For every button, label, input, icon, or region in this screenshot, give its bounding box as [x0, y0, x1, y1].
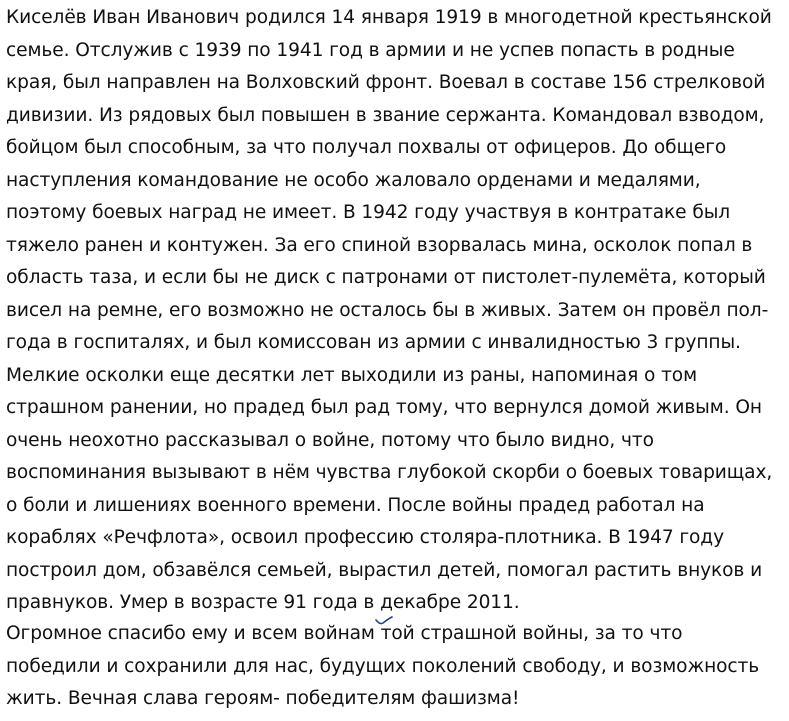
text-line: года в госпиталях, и был комиссован из армии с инвалидностью 3 группы. — [6, 332, 741, 353]
text-line: бойцом был способным, за что получал похвалы от офицеров. До общего — [6, 137, 727, 158]
biography-paragraph — [6, 2, 786, 620]
text-line: воспоминания вызывают в нём чувства глубокой скорби о боевых товарищах, — [6, 462, 773, 483]
text-line: кораблях «Речфлота», освоил профессию столяра-плотника. В 1947 году — [6, 527, 724, 548]
text-line: Киселёв Иван Иванович родился 14 января 1919 в многодетной крестьянской — [6, 7, 772, 28]
text-line: Мелкие осколки еще десятки лет выходили из раны, напоминая о том — [6, 364, 698, 386]
text-line: правнуков. Умер в возрасте 91 года в декабре 2011. — [6, 592, 520, 613]
text-line: построил дом, обзавёлся семьей, вырастил детей, помогал растить внуков и — [6, 559, 763, 581]
text-line: дивизии. Из рядовых был повышен в звание сержанта. Командовал взводом, — [6, 104, 765, 126]
text-line: жить. Вечная слава героям- победителям фашизма! — [6, 688, 520, 709]
gratitude-paragraph — [6, 618, 786, 716]
text-line: Огромное спасибо ему и всем войнам той страшной войны, за то что — [6, 623, 683, 644]
text-line: победили и сохранили для нас, будущих поколений свободу, и возможность — [6, 655, 760, 677]
text-line: страшном ранении, но прадед был рад тому, что вернулся домой живым. Он — [6, 397, 762, 418]
text-line: семье. Отслужив с 1939 по 1941 год в армии и не успев попасть в родные — [6, 39, 735, 61]
handwritten-pen-mark-icon — [374, 616, 394, 626]
text-line: поэтому боевых наград не имеет. В 1942 году участвуя в контратаке был — [6, 202, 731, 223]
text-line: висел на ремне, его возможно не осталось бы в живых. Затем он провёл пол- — [6, 299, 769, 321]
text-line: очень неохотно рассказывал о войне, потому что было видно, что — [6, 429, 654, 451]
text-line: область таза, и если бы не диск с патронами от пистолет-пулемёта, который — [6, 267, 766, 288]
text-line: края, был направлен на Волховский фронт. Воевал в составе 156 стрелковой — [6, 72, 766, 93]
text-line: тяжело ранен и контужен. За его спиной взорвалась мина, осколок попал в — [6, 234, 753, 256]
text-line: наступления командование не особо жаловало орденами и медалями, — [6, 169, 701, 191]
text-line: о боли и лишениях военного времени. После войны прадед работал на — [6, 494, 705, 516]
